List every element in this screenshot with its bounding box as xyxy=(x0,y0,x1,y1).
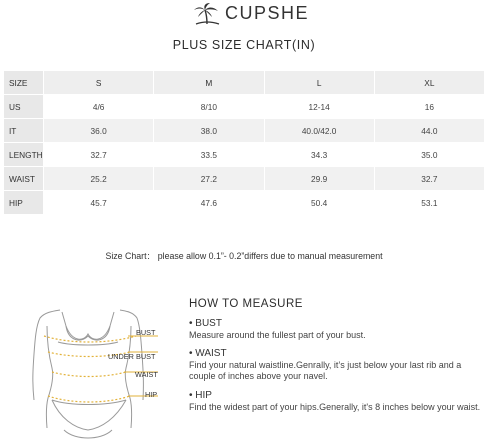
instruction-text: Find your natural waistline.Genrally, it’s just below your last rib and a couple of inches above your navel. xyxy=(189,360,462,382)
table-row xyxy=(4,191,485,215)
bust-instruction xyxy=(189,318,484,341)
table-cell: 50.4 xyxy=(264,191,374,215)
table-cell: 35.0 xyxy=(374,143,484,167)
table-row xyxy=(4,119,485,143)
under-bust-label: UNDER BUST xyxy=(108,352,156,361)
waist-label: WAIST xyxy=(135,370,158,379)
table-row xyxy=(4,95,485,119)
table-header-row xyxy=(4,71,485,95)
header-cell: S xyxy=(44,71,154,95)
table-cell: 33.5 xyxy=(154,143,264,167)
table-cell: 25.2 xyxy=(44,167,154,191)
instruction-text: Measure around the fullest part of your bust. xyxy=(189,330,366,340)
table-cell: 4/6 xyxy=(44,95,154,119)
table-cell: 44.0 xyxy=(374,119,484,143)
row-label: IT xyxy=(4,119,44,143)
table-row xyxy=(4,167,485,191)
header-cell: SIZE xyxy=(4,71,44,95)
brand-header xyxy=(0,0,488,28)
how-to-measure-title: HOW TO MEASURE xyxy=(189,298,303,310)
table-cell: 27.2 xyxy=(154,167,264,191)
bust-label: BUST xyxy=(136,328,156,337)
table-cell: 45.7 xyxy=(44,191,154,215)
how-to-measure-section xyxy=(189,298,484,420)
header-cell: XL xyxy=(374,71,484,95)
table-cell: 32.7 xyxy=(44,143,154,167)
hip-label: HIP xyxy=(145,390,158,399)
table-cell: 38.0 xyxy=(154,119,264,143)
body-outline-illustration xyxy=(0,296,170,442)
table-cell: 47.6 xyxy=(154,191,264,215)
instruction-title: • WAIST xyxy=(189,348,227,360)
row-label: US xyxy=(4,95,44,119)
header-cell: M xyxy=(154,71,264,95)
table-cell: 16 xyxy=(374,95,484,119)
row-label: WAIST xyxy=(4,167,44,191)
row-label: HIP xyxy=(4,191,44,215)
table-cell: 29.9 xyxy=(264,167,374,191)
brand-name: CUPSHE xyxy=(225,3,310,23)
body-measurement-figure xyxy=(0,296,170,442)
header-cell: L xyxy=(264,71,374,95)
table-cell: 53.1 xyxy=(374,191,484,215)
table-cell: 40.0/42.0 xyxy=(264,119,374,143)
table-cell: 34.3 xyxy=(264,143,374,167)
instruction-title: • BUST xyxy=(189,318,222,329)
hip-instruction xyxy=(189,390,484,413)
palm-tree-logo-icon xyxy=(192,2,222,26)
chart-title: PLUS SIZE CHART(IN) xyxy=(172,38,316,52)
measurement-note: Size Chart： please allow 0.1”- 0.2”differs due to manual measurement xyxy=(105,251,383,261)
table-cell: 12-14 xyxy=(264,95,374,119)
table-cell: 36.0 xyxy=(44,119,154,143)
row-label: LENGTH xyxy=(4,143,44,167)
waist-instruction xyxy=(189,348,484,382)
size-chart-table xyxy=(3,70,485,215)
table-cell: 8/10 xyxy=(154,95,264,119)
instruction-text: Find the widest part of your hips.Generally, it's 8 inches below your waist. xyxy=(189,401,481,412)
table-cell: 32.7 xyxy=(374,167,484,191)
table-row xyxy=(4,143,485,167)
instruction-title: • HIP xyxy=(189,389,212,401)
